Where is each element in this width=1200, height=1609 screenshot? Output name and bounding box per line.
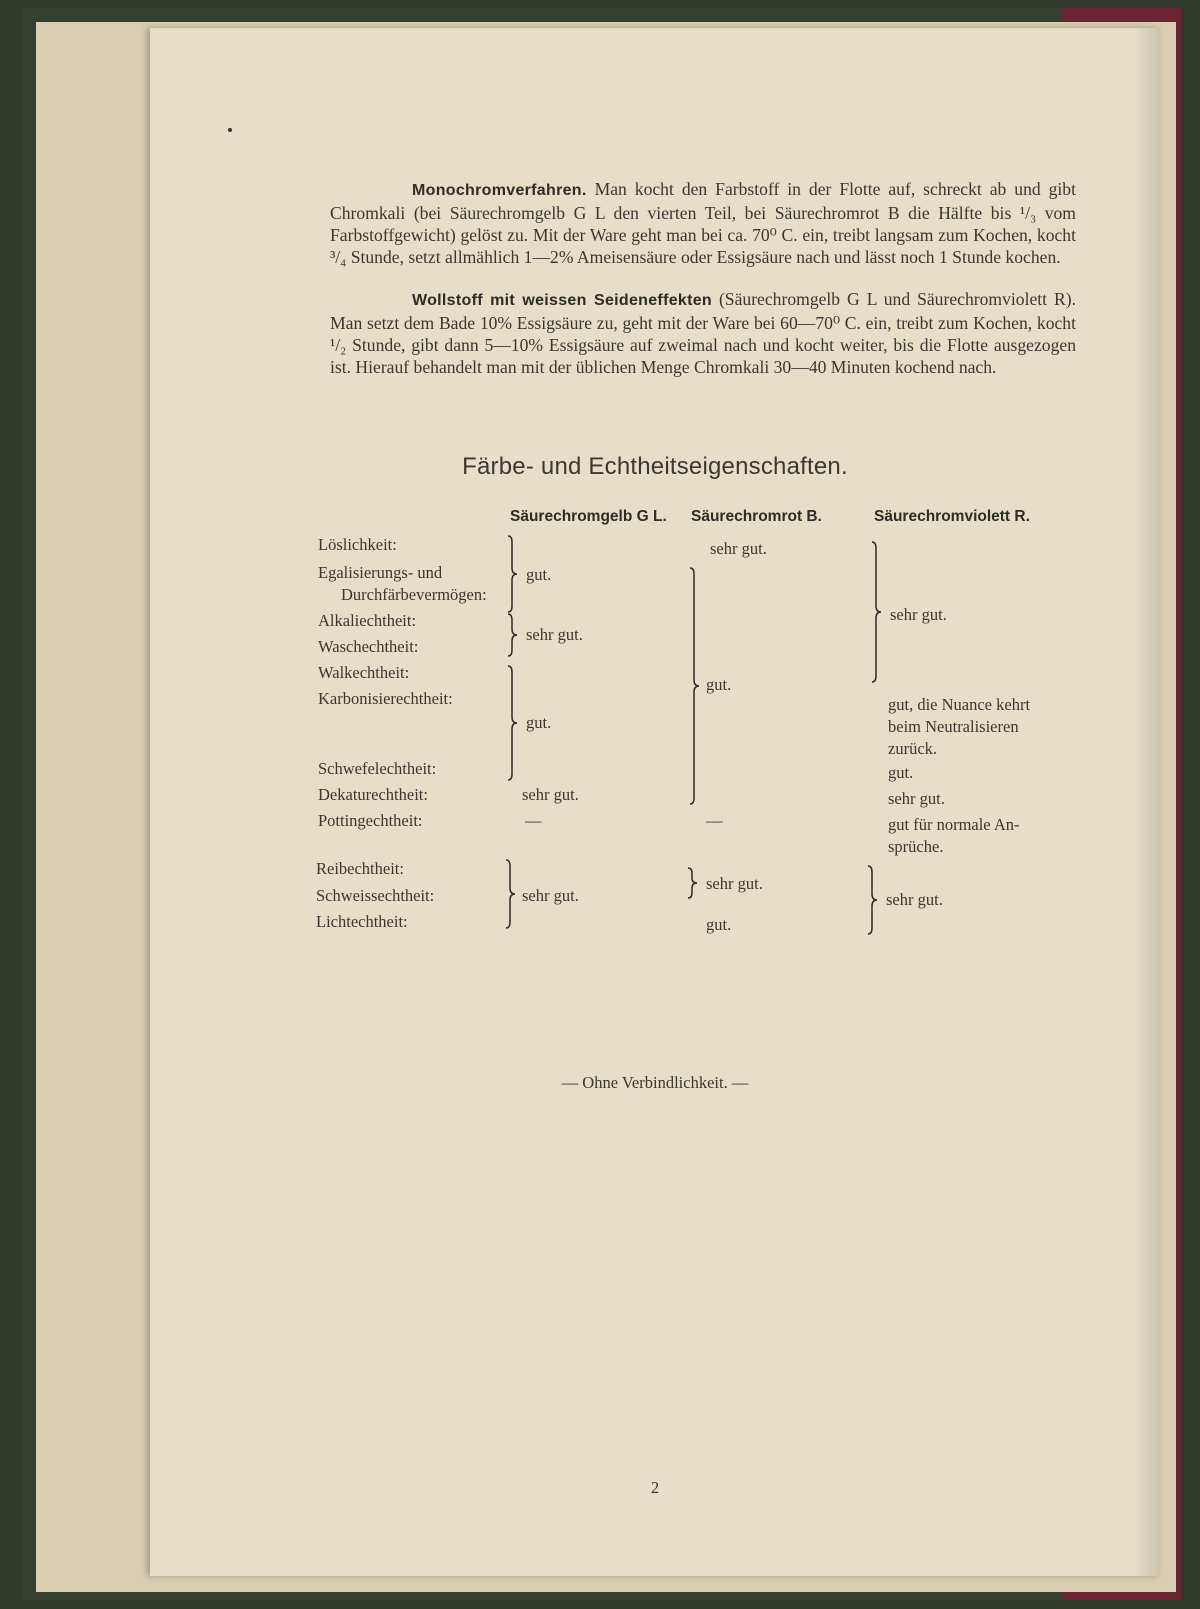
row-label-walk: Walkechtheit: xyxy=(318,663,410,682)
brace-violett-top xyxy=(870,540,884,684)
value-violett-reib-licht: sehr gut. xyxy=(886,890,943,909)
row-label-wasch: Waschechtheit: xyxy=(318,637,419,656)
value-gelb-egal: gut. xyxy=(526,565,552,584)
row-label-reib: Reibechtheit: xyxy=(316,859,404,878)
value-rot-reib-schweiss: sehr gut. xyxy=(706,874,763,893)
brace-rot-reib xyxy=(686,866,700,900)
footer-disclaimer: — Ohne Verbindlichkeit. — xyxy=(561,1073,749,1092)
value-gelb-walk-schwefel: gut. xyxy=(526,713,552,732)
brace-gelb-egal xyxy=(506,534,520,614)
value-violett-potting-1: gut für normale An- xyxy=(888,815,1020,834)
value-violett-schwefel: gut. xyxy=(888,763,914,782)
value-rot-loeslichkeit: sehr gut. xyxy=(710,539,767,558)
paragraph-monochrom xyxy=(330,178,1076,268)
value-violett-dekatur: sehr gut. xyxy=(888,789,945,808)
column-header-rot: Säurechromrot B. xyxy=(691,508,822,525)
value-violett-karbon-1: gut, die Nuance kehrt xyxy=(888,695,1031,714)
row-label-dekatur: Dekaturechtheit: xyxy=(318,785,428,804)
value-violett-karbon-3: zurück. xyxy=(888,739,938,758)
value-gelb-alkali-wasch: sehr gut. xyxy=(526,625,583,644)
row-label-schweiss: Schweissechtheit: xyxy=(316,886,435,905)
row-label-loeslichkeit: Löslichkeit: xyxy=(318,535,397,554)
row-label-potting: Pottingechtheit: xyxy=(318,811,423,830)
value-gelb-dekatur: sehr gut. xyxy=(522,785,579,804)
page-number: 2 xyxy=(650,1478,660,1497)
row-label-egalisierung: Egalisierungs- und xyxy=(318,563,443,582)
paragraph-title: Monochromverfahren. xyxy=(412,182,587,199)
paragraph-text: Man kocht den Farbstoff in der Flotte auf, schreckt ab und gibt Chromkali (bei Säurechromgelb G L den vierten Teil, bei Säurechromrot B die Hälfte bis ¹/₃ vom Farbstoffgewicht) gelöst zu. Mit der Ware geht man bei ca. 70⁰ C. ein, treibt langsam zum Kochen, kocht ³/₄ Stunde, setzt allmählich 1—2% Ameisensäure oder Essigsäure nach und lässt noch 1 Stunde kochen. xyxy=(330,179,1076,267)
row-label-durchfaerbe: Durchfärbevermögen: xyxy=(341,585,487,604)
column-header-gelb: Säurechromgelb G L. xyxy=(510,508,667,525)
brace-gelb-reib xyxy=(504,858,518,930)
paragraph-title: Wollstoff mit weissen Seideneffekten xyxy=(412,292,712,309)
value-rot-egal-dekatur: gut. xyxy=(706,675,732,694)
value-violett-loeslichkeit-walk: sehr gut. xyxy=(890,605,947,624)
row-label-licht: Lichtechtheit: xyxy=(316,912,408,931)
table-title: Färbe- und Echtheitseigenschaften. xyxy=(462,453,848,480)
value-rot-potting: — xyxy=(706,811,723,830)
value-violett-potting-2: sprüche. xyxy=(888,837,944,856)
brace-gelb-walk xyxy=(506,664,520,782)
row-label-schwefel: Schwefelechtheit: xyxy=(318,759,437,778)
row-label-karbon: Karbonisierechtheit: xyxy=(318,689,453,708)
ink-dot xyxy=(228,128,232,132)
brace-violett-reib xyxy=(866,864,880,936)
value-gelb-reib-licht: sehr gut. xyxy=(522,886,579,905)
brace-rot-egal xyxy=(688,566,702,806)
document-page xyxy=(150,28,1160,1576)
value-gelb-potting: — xyxy=(525,811,542,830)
column-header-violett: Säurechromviolett R. xyxy=(874,508,1030,525)
value-rot-licht: gut. xyxy=(706,915,732,934)
row-label-alkali: Alkaliechtheit: xyxy=(318,611,417,630)
paragraph-text: (Säurechromgelb G L und Säurechromviolett R). Man setzt dem Bade 10% Essigsäure zu, geht mit der Ware bei 60—70⁰ C. ein, treibt zum Kochen, kocht ¹/₂ Stunde, gibt dann 5—10% Essigsäure auf zweimal nach und kocht weiter, bis die Flotte ausgezogen ist. Hierauf behandelt man mit der üblichen Menge Chromkali 30—40 Minuten kochend nach. xyxy=(330,289,1076,377)
value-violett-karbon-2: beim Neutralisieren xyxy=(888,717,1019,736)
brace-gelb-alkali xyxy=(506,612,520,658)
paragraph-wollstoff xyxy=(330,288,1076,378)
